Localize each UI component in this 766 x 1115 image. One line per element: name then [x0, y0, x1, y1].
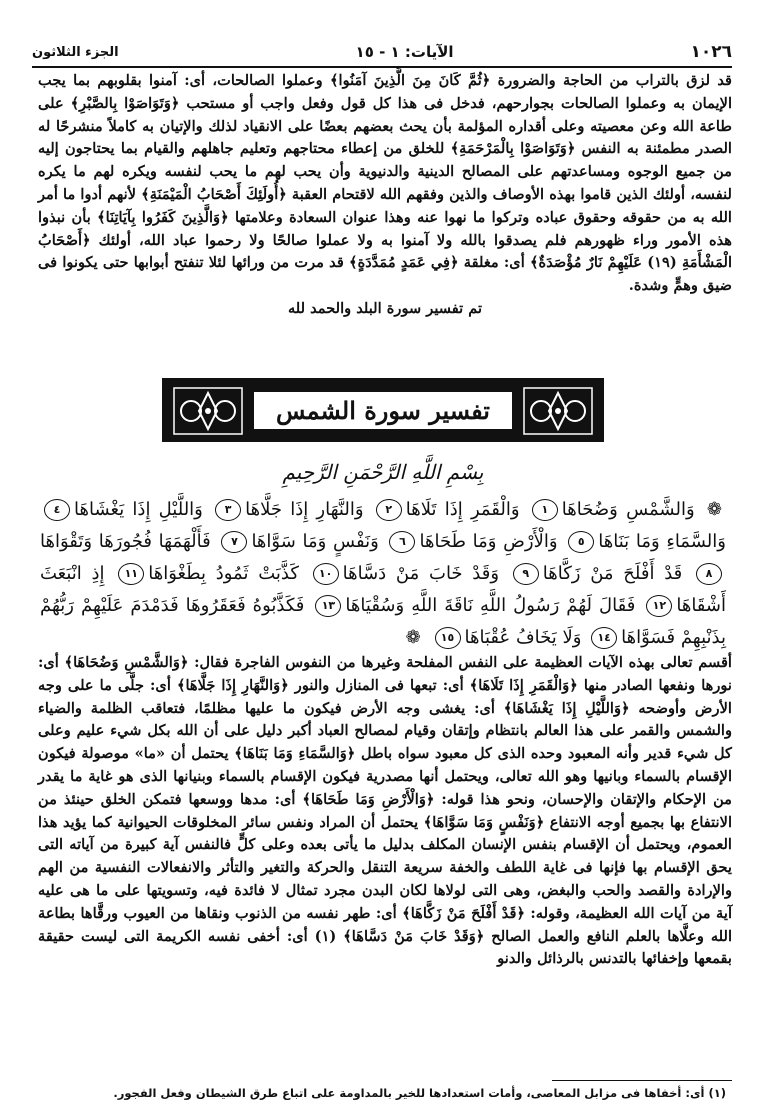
verse-text: فَكَذَّبُوهُ فَعَقَرُوهَا فَدَمْدَمَ عَلَيْهِمْ رَبُّهُمْ بِذَنْبِهِمْ فَسَوَّاهَا: [40, 595, 726, 648]
verse-number: ٦: [389, 531, 415, 553]
surah-closing-line: تم تفسير سورة البلد والحمد لله: [287, 299, 483, 317]
quran-verses: [40, 494, 726, 654]
verse-text: وَالْأَرْضِ وَمَا طَحَاهَا: [419, 531, 558, 552]
verse-number: ٤: [44, 499, 70, 521]
page-header: [32, 40, 732, 64]
ornament-icon: [523, 387, 593, 435]
page-number: ١٠٢٦: [690, 42, 732, 62]
verse-text: وَالنَّهَارِ إِذَا جَلَّاهَا: [245, 499, 364, 520]
footnote-rule: [552, 1080, 732, 1081]
verse-number: ٣: [215, 499, 241, 521]
verse-number: ٢: [376, 499, 402, 521]
verse-number: ٩: [513, 563, 539, 585]
closing-flourish-icon: ❁: [405, 627, 421, 648]
verse-number: ١٢: [646, 595, 672, 617]
verse-number: ١٤: [591, 627, 617, 649]
surah-title: تفسير سورة الشمس: [252, 390, 514, 431]
verse-number: ١: [532, 499, 558, 521]
verse-text: إِذِ انْبَعَثَ أَشْقَاهَا: [40, 563, 726, 616]
commentary-block-1: [38, 70, 732, 321]
commentary-block-2: [38, 652, 732, 971]
verse-number: ١٠: [313, 563, 339, 585]
basmala: بِسْمِ اللَّهِ الرَّحْمَنِ الرَّحِيمِ: [282, 460, 484, 484]
verse-text: وَلَا يَخَافُ عُقْبَاهَا: [464, 627, 582, 648]
verse-text: وَالشَّمْسِ وَضُحَاهَا: [561, 499, 695, 520]
verse-number: ١١: [118, 563, 144, 585]
verse-text: فَقَالَ لَهُمْ رَسُولُ اللَّهِ نَاقَةَ اللَّهِ وَسُقْيَاهَا: [345, 595, 636, 616]
verse-text: وَاللَّيْلِ إِذَا يَغْشَاهَا: [74, 499, 203, 520]
commentary-paragraph: أقسم تعالى بهذه الآيات العظيمة على النفس المفلحة وغيرها من النفوس الفاجرة فقال: ﴿وَالشَّمْسِ وَضُحَاهَا﴾ أى: نورها ونفعها الصادر منها ﴿وَالْقَمَرِ إِذَا تَلَاهَا﴾ أى: تبعها فى المنازل والنور ﴿وَالنَّهَارِ إِذَا جَلَّاهَا﴾ أى: جلَّى ما على وجه الأرض وأوضحه ﴿وَاللَّيْلِ إِذَا يَغْشَاهَا﴾ أى: يغشى وجه الأرض فيكون ما عليها مظلمًا، فتعاقب الظلمة والضياء والشمس والقمر على هذا العالم بانتظام وإتقان وقيام لمصالح العباد أكبر دليل على أن الله بكل شيء عليم وعلى كل شيء قدير وأنه المعبود وحده الذى كل معبود سواه باطل ﴿وَالسَّمَاءِ وَمَا بَنَاهَا﴾ يحتمل أن «ما» موصولة فيكون الإقسام بالسماء وبانيها وهو الله تعالى، ويحتمل أنها مصدرية فيكون الإقسام بالسماء وبنيانها الذى هو غاية ما يقدر من الإحكام والإتقان والإحسان، ونحو هذا قوله: ﴿وَالْأَرْضِ وَمَا طَحَاهَا﴾ أى: مدها ووسعها فتمكن الخلق حينئذ من الانتفاع بها بجميع أوجه الانتفاع ﴿وَنَفْسٍ وَمَا سَوَّاهَا﴾ يحتمل أن المراد ونفس سائر المخلوقات الحيوانية كما يؤيد هذا العموم، ويحتمل أن الإقسام بنفس الإنسان المكلف بدليل ما يأتى بعده وعلى كلٍّ فالنفس آية كبيرة من آياته التى يحق الإقسام بها فإنها فى غاية اللطف والخفة سريعة التنقل والحركة والتغير والتأثر والانفعالات النفسية من الهم والإرادة والقصد والحب والبغض، وهى التى لولاها لكان البدن مجرد تمثال لا فائدة فيه، وتسويتها على ما هى عليه آية من آيات الله العظيمة، وقوله: ﴿قَدْ أَفْلَحَ مَنْ زَكَّاهَا﴾ أى: طهر نفسه من الذنوب ونقاها من العيوب ورقَّاها بطاعة الله وعلَّاها بالعلم النافع والعمل الصالح ﴿وَقَدْ خَابَ مَنْ دَسَّاهَا﴾ (١) أى: أخفى نفسه الكريمة التى ليست حقيقة بقمعها وإخفائها بالتدنس بالرذائل والدنو: [38, 654, 732, 968]
verse-number: ١٣: [315, 595, 341, 617]
footnote: (١) أى: أخفاها فى مزابل المعاصى، وأمات استعدادها للخير بالمداومة على اتباع طرق الشيطان وفعل الفجور.: [113, 1086, 726, 1100]
ornament-icon: [173, 387, 243, 435]
juz-label: الجزء الثلاثون: [32, 44, 119, 60]
verse-text: كَذَّبَتْ ثَمُودُ بِطَغْوَاهَا: [148, 563, 299, 584]
verse-number: ٨: [696, 563, 722, 585]
verse-number: ٥: [568, 531, 594, 553]
verse-text: وَالْقَمَرِ إِذَا تَلَاهَا: [405, 499, 520, 520]
surah-title-banner: [162, 378, 604, 442]
verse-text: وَنَفْسٍ وَمَا سَوَّاهَا: [251, 531, 379, 552]
verse-number: ١٥: [435, 627, 461, 649]
verse-number: ٧: [221, 531, 247, 553]
ayat-range: الآيات: ١ - ١٥: [355, 43, 454, 61]
header-rule: [32, 66, 732, 68]
verse-text: فَأَلْهَمَهَا فُجُورَهَا وَتَقْوَاهَا: [40, 531, 211, 552]
verse-text: وَقَدْ خَابَ مَنْ دَسَّاهَا: [342, 563, 500, 584]
opening-flourish-icon: ❁: [706, 499, 722, 520]
verse-text: قَدْ أَفْلَحَ مَنْ زَكَّاهَا: [542, 563, 683, 584]
verse-text: وَالسَّمَاءِ وَمَا بَنَاهَا: [598, 531, 726, 552]
commentary-paragraph: قد لزق بالتراب من الحاجة والضرورة ﴿ثُمَّ كَانَ مِنَ الَّذِينَ آمَنُوا﴾ وعملوا الصالحات، أى: آمنوا بقلوبهم بما يجب الإيمان به وعملوا الصالحات بجوارحهم، فدخل فى هذا كل قول وفعل واجب أو مستحب ﴿وَتَوَاصَوْا بِالصَّبْرِ﴾ على طاعة الله وعن معصيته وعلى أقداره المؤلمة بأن يحث بعضهم بعضًا على الانقياد لذلك والإتيان به كاملاً منشرحًا له الصدر مطمئنة به النفس ﴿وَتَوَاصَوْا بِالْمَرْحَمَةِ﴾ للخلق من إعطاء محتاجهم وتعليم جاهلهم والقيام بما يحتاجون إليه من جميع الوجوه ومساعدتهم على المصالح الدينية والدنيوية وأن يحب لهم ما يحب لنفسه ويكره لهم ما يكره لنفسه، أولئك الذين قاموا بهذه الأوصاف والذين وفقهم الله لاقتحام العقبة ﴿أُولَئِكَ أَصْحَابُ الْمَيْمَنَةِ﴾ لأنهم أدوا ما أمر الله به من حقوقه وحقوق عباده وتركوا ما نهوا عنه وهذا عنوان السعادة وعلامتها ﴿وَالَّذِينَ كَفَرُوا بِآيَاتِنَا﴾ بأن نبذوا هذه الأمور وراء ظهورهم فلم يصدقوا بالله ولا آمنوا به ولا عملوا صالحًا ولا رحموا عباد الله، أولئك ﴿أَصْحَابُ الْمَشْأَمَةِ (١٩) عَلَيْهِمْ نَارٌ مُؤْصَدَةٌ﴾ أى: مغلقة ﴿فِي عَمَدٍ مُمَدَّدَةٍ﴾ قد مرت من ورائها لئلا تنفتح أبوابها حتى يكونوا فى ضيق وهمٍّ وشدة.: [38, 72, 733, 295]
